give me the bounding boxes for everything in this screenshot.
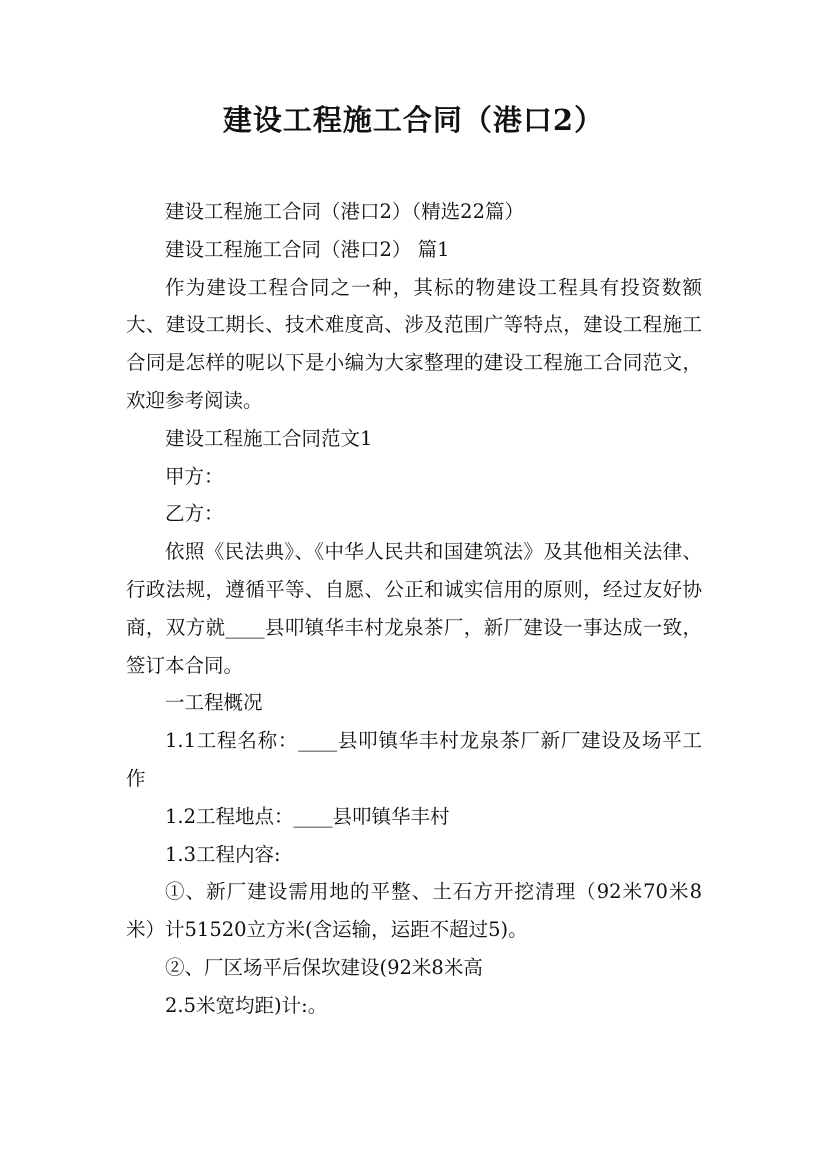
paragraph: 2.5米宽均距)计:。 bbox=[165, 993, 328, 1017]
paragraph: ①、新厂建设需用地的平整、土石方开挖清理（92米70米8米）计51520立方米(含运输，运距不超过5)。 bbox=[126, 880, 702, 942]
paragraph: 建设工程施工合同范文1 bbox=[165, 426, 373, 450]
paragraph: 甲方： bbox=[165, 464, 224, 488]
paragraph: 依照《民法典》、《中华人民共和国建筑法》及其他相关法律、行政法规，遵循平等、自愿、公正和诚实信用的原则，经过友好协商，双方就____县叩镇华丰村龙泉茶厂，新厂建设一事达成一致，签订本合同。 bbox=[126, 540, 702, 677]
paragraph: 一工程概况 bbox=[165, 691, 263, 715]
document-body bbox=[126, 193, 702, 1025]
paragraph: 乙方： bbox=[165, 502, 224, 526]
document-title: 建设工程施工合同（港口2） bbox=[222, 103, 605, 137]
paragraph: ②、厂区场平后保坎建设(92米8米高 bbox=[165, 955, 483, 979]
paragraph: 1.3工程内容: bbox=[165, 842, 281, 866]
paragraph: 1.2工程地点：____县叩镇华丰村 bbox=[165, 804, 450, 828]
paragraph: 建设工程施工合同（港口2）（精选22篇） bbox=[165, 200, 524, 223]
paragraph: 作为建设工程合同之一种，其标的物建设工程具有投资数额大、建设工期长、技术难度高、涉及范围广等特点，建设工程施工合同是怎样的呢以下是小编为大家整理的建设工程施工合同范文，欢迎参考阅读。 bbox=[126, 275, 702, 412]
paragraph: 建设工程施工合同（港口2） 篇1 bbox=[165, 237, 450, 261]
paragraph: 1.1工程名称：____县叩镇华丰村龙泉茶厂新厂建设及场平工作 bbox=[126, 729, 702, 790]
